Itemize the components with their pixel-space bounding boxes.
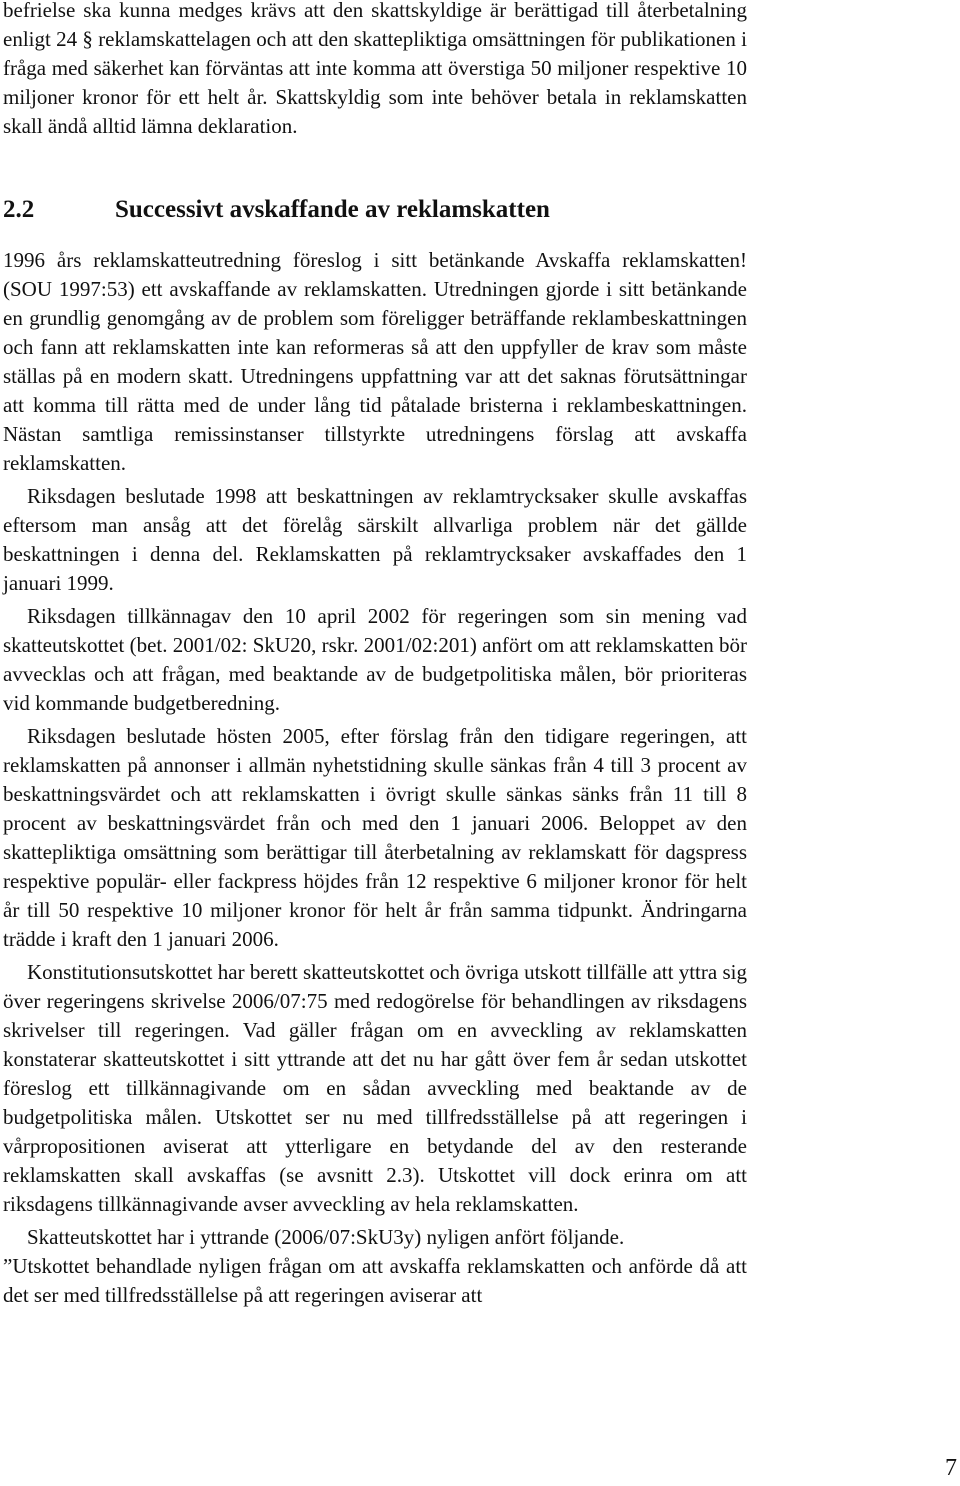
- quote-paragraph: ”Utskottet behandlade nyligen frågan om att avskaffa reklamskatten och anförde då att det ser med tillfredsställelse på att regeringen aviserar att: [3, 1254, 747, 1307]
- body-paragraph: Riksdagen tillkännagav den 10 april 2002 för regeringen som sin mening vad skatteutskottet (bet. 2001/02: SkU20, rskr. 2001/02:201) anfört om att reklamskatten bör avvecklas och att frågan, med beaktande av de budgetpolitiska målen, bör prioriteras vid kommande budgetberedning.: [3, 604, 747, 715]
- body-paragraph: 1996 års reklamskatteutredning föreslog i sitt betänkande Avskaffa reklamskatten! (SOU 1997:53) ett avskaffande av reklamskatten. Utredningen gjorde i sitt betänkande en grundlig genomgång av de problem som föreligger beträffande reklambeskattningen och fann att reklamskatten inte kan reformeras så att den uppfyller de krav som måste ställas på en modern skatt. Utredningens uppfattning var att det saknas förutsättningar att komma till rätta med de under lång tid påtalade bristerna i reklambeskattningen. Nästan samtliga remissinstanser tillstyrkte utredningens förslag att avskaffa reklamskatten.: [3, 248, 747, 475]
- body-paragraph: Riksdagen beslutade 1998 att beskattningen av reklamtrycksaker skulle avskaffas eftersom man ansåg att det förelåg särskilt allvarliga problem när det gällde beskattningen i denna del. Reklamskatten på reklamtrycksaker avskaffades den 1 januari 1999.: [3, 484, 747, 595]
- section-number: 2.2: [3, 196, 35, 223]
- section-heading: [3, 195, 747, 225]
- page-number: 7: [945, 1455, 957, 1481]
- body-paragraph: Skatteutskottet har i yttrande (2006/07:SkU3y) nyligen anfört följande.: [27, 1225, 625, 1249]
- spacer: [3, 225, 747, 246]
- body-paragraph: Riksdagen beslutade hösten 2005, efter förslag från den tidigare regeringen, att reklamskatten på annonser i allmän nyhetstidning skulle sänkas från 4 till 3 procent av beskattningsvärdet och att reklamskatten i övrigt skulle sänkas sänks från 11 till 8 procent av beskattningsvärdet från och med den 1 januari 2006. Beloppet av den skattepliktiga omsättning som berättigar till återbetalning av reklamskatt för dagspress respektive populär- eller fackpress höjdes från 12 respektive 6 miljoner kronor för helt år till 50 respektive 10 miljoner kronor för helt år från samma tidpunkt. Ändringarna trädde i kraft den 1 januari 2006.: [3, 724, 747, 951]
- opening-paragraph: befrielse ska kunna medges krävs att den skattskyldige är berättigad till återbetalning enligt 24 § reklamskattelagen och att den skattepliktiga omsättningen för publikationen i fråga med säkerhet kan förväntas att inte komma att överstiga 50 miljoner respektive 10 miljoner kronor för ett helt år. Skattskyldig som inte behöver betala in reklamskatten skall ändå alltid lämna deklaration.: [3, 0, 747, 138]
- document-page: [3, 0, 747, 1310]
- section-title: Successivt avskaffande av reklamskatten: [115, 196, 550, 223]
- spacer: [3, 141, 747, 195]
- body-paragraph: Konstitutionsutskottet har berett skatteutskottet och övriga utskott tillfälle att yttra sig över regeringens skrivelse 2006/07:75 med redogörelse för behandlingen av riksdagens skrivelser till regeringen. Vad gäller frågan om en avveckling av reklamskatten konstaterar skatteutskottet i sitt yttrande att det nu har gått över fem år sedan utskottet föreslog ett tillkännagivande om en sådan avveckling med beaktande av de budgetpolitiska målen. Utskottet ser nu med tillfredsställelse på att regeringen i vårpropositionen aviserat att ytterligare en betydande del av den resterande reklamskatten skall avskaffas (se avsnitt 2.3). Utskottet vill dock erinra om att riksdagens tillkännagivande avser avveckling av hela reklamskatten.: [3, 960, 747, 1216]
